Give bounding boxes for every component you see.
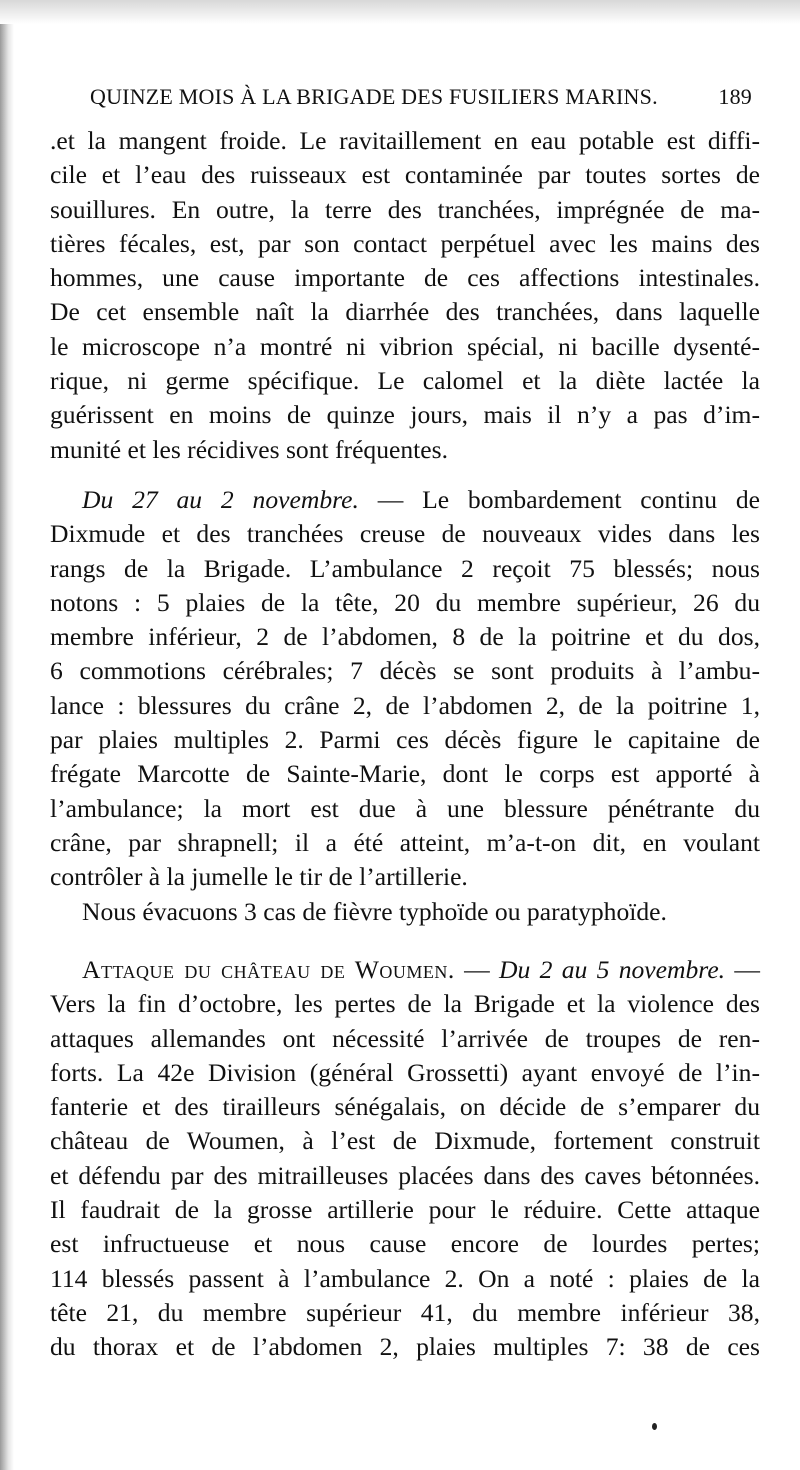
text-line: membre inférieur, 2 de l’abdomen, 8 de la poitrine et du dos, — [50, 622, 760, 652]
section-title: Attaque du château de Woumen. — [82, 955, 455, 984]
text-line: munité et les récidives sont fréquentes. — [50, 434, 449, 464]
text-line: attaques allemandes ont nécessité l’arrivée de troupes de ren- — [50, 1023, 760, 1053]
text-line: le microscope n’a montré ni vibrion spécial, ni bacille dysenté- — [50, 331, 760, 361]
evacuation-line: Nous évacuons 3 cas de fièvre typhoïde ou paratyphoïde. — [82, 896, 667, 926]
text-line: et défendu par des mitrailleuses placées dans des caves bétonnées. — [50, 1160, 760, 1190]
text-line: 114 blessés passent à l’ambulance 2. On a noté : plaies de la — [50, 1263, 760, 1293]
running-header — [90, 84, 752, 112]
text-line-first — [50, 953, 760, 987]
date-heading: Du 2 au 5 novembre. — [499, 955, 726, 984]
text-line: crâne, par shrapnell; il a été atteint, m’a-t-on dit, en voulant — [50, 827, 760, 857]
text-line: souillures. En outre, la terre des tranchées, imprégnée de ma- — [50, 194, 760, 224]
text-line: par plaies multiples 2. Parmi ces décès figure le capitaine de — [50, 725, 760, 755]
page-edge-shadow — [0, 0, 14, 1470]
text-line: forts. La 42e Division (général Grossetti) ayant envoyé de l’in- — [50, 1057, 760, 1087]
text-line: Dixmude et des tranchées creuse de nouveaux vides dans les — [50, 519, 760, 549]
date-heading: Du 27 au 2 novembre. — [82, 485, 359, 514]
text-line: guérissent en moins de quinze jours, mais il n’y a pas d’im- — [50, 400, 760, 430]
paragraph-diarrhea — [50, 124, 760, 467]
text-line: tête 21, du membre supérieur 41, du membre inférieur 38, — [50, 1297, 760, 1327]
paragraph-woumen-attack — [50, 953, 760, 1365]
text-run: — Le bombardement continu de — [358, 485, 760, 514]
text-line-first — [50, 483, 760, 517]
paragraph-bombardment — [50, 483, 760, 929]
text-line: frégate Marcotte de Sainte-Marie, dont le corps est apporté à — [50, 759, 760, 789]
text-line: hommes, une cause importante de ces affections intestinales. — [50, 263, 760, 293]
text-line: .et la mangent froide. Le ravitaillement en eau potable est diffi- — [50, 126, 760, 155]
ink-speck — [652, 1423, 657, 1430]
text-line: cile et l’eau des ruisseaux est contaminée par toutes sortes de — [50, 160, 760, 190]
text-line: l’ambulance; la mort est due à une blessure pénétrante du — [50, 793, 760, 823]
text-line: notons : 5 plaies de la tête, 20 du membre supérieur, 26 du — [50, 587, 760, 617]
text-line: Il faudrait de la grosse artillerie pour le réduire. Cette attaque — [50, 1195, 760, 1225]
text-line: rique, ni germe spécifique. Le calomel et la diète lactée la — [50, 366, 760, 396]
text-run: — — [454, 955, 500, 984]
text-line: tières fécales, est, par son contact perpétuel avec les mains des — [50, 228, 760, 258]
running-title: QUINZE MOIS À LA BRIGADE DES FUSILIERS MARINS. — [90, 84, 658, 109]
text-line: château de Woumen, à l’est de Dixmude, fortement construit — [50, 1126, 760, 1156]
text-run: — — [725, 955, 760, 984]
text-line: rangs de la Brigade. L’ambulance 2 reçoit 75 blessés; nous — [50, 553, 760, 583]
text-line: fanterie et des tirailleurs sénégalais, on décide de s’emparer du — [50, 1092, 760, 1122]
text-line: De cet ensemble naît la diarrhée des tranchées, dans laquelle — [50, 297, 760, 327]
page-number: 189 — [718, 84, 752, 109]
text-line: 6 commotions cérébrales; 7 décès se sont produits à l’ambu- — [50, 656, 760, 686]
page-top-shadow — [0, 0, 800, 24]
text-line: Vers la fin d’octobre, les pertes de la Brigade et la violence des — [50, 989, 760, 1019]
text-line: lance : blessures du crâne 2, de l’abdomen 2, de la poitrine 1, — [50, 690, 760, 720]
text-line: du thorax et de l’abdomen 2, plaies multiples 7: 38 de ces — [50, 1332, 760, 1362]
text-line: est infructueuse et nous cause encore de lourdes pertes; — [50, 1229, 760, 1259]
text-line: contrôler à la jumelle le tir de l’artillerie. — [50, 862, 468, 892]
